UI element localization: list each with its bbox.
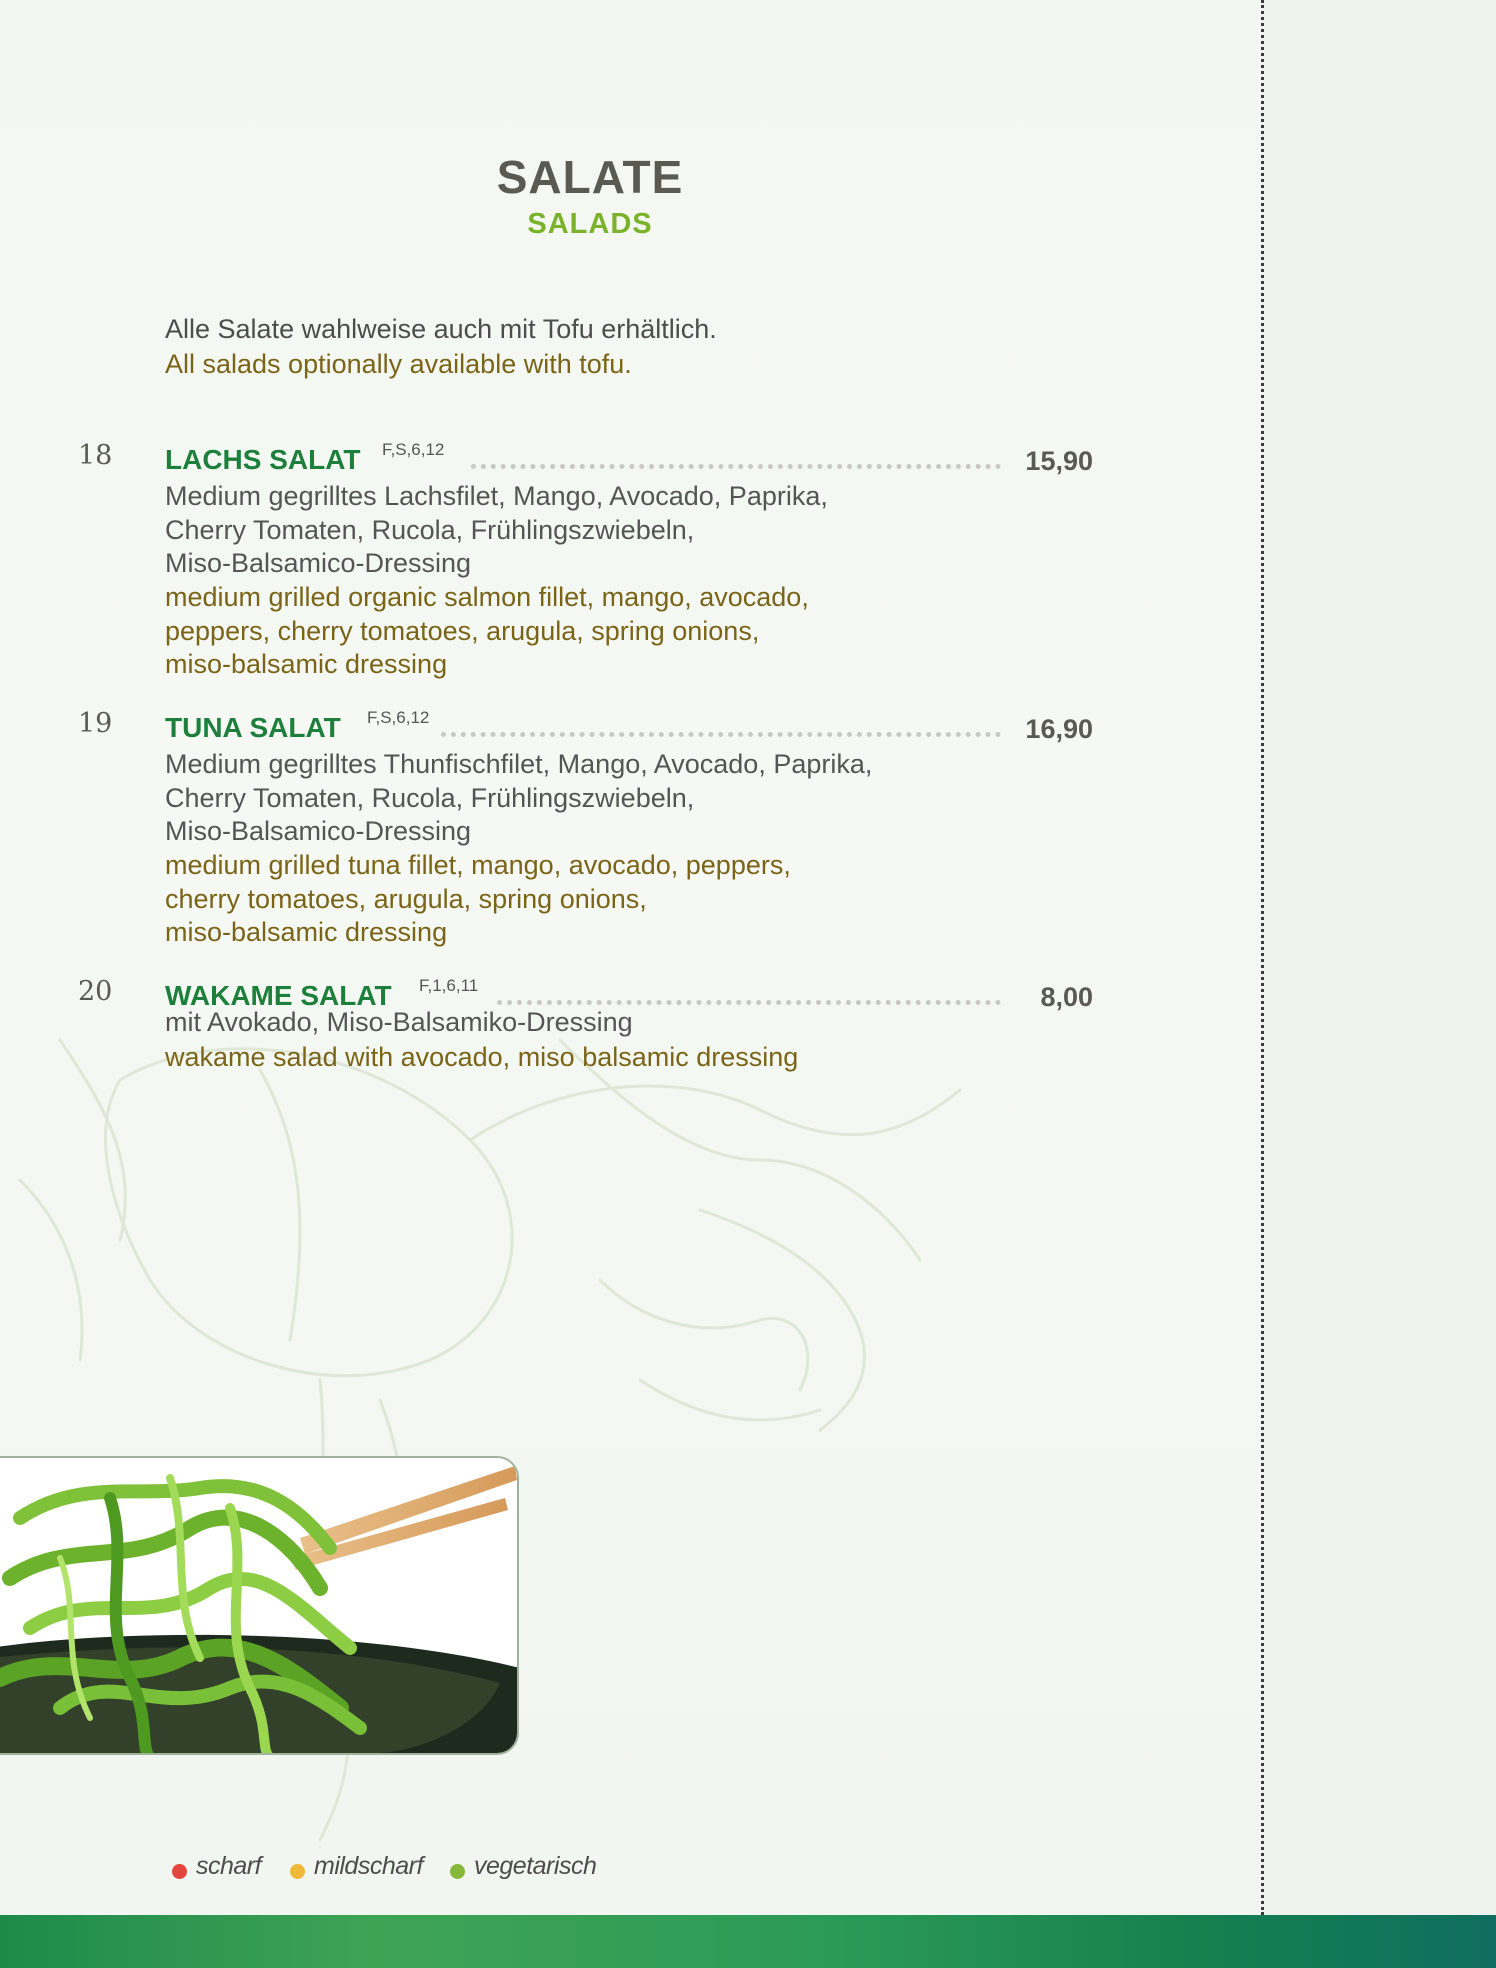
item-number: 19: [78, 708, 113, 739]
item-description-german: Medium gegrilltes Lachsfilet, Mango, Avocado, Paprika, Cherry Tomaten, Rucola, Frühlingszwiebeln, Miso-Balsamico-Dressing: [165, 481, 828, 578]
item-number: 18: [78, 440, 113, 471]
dotted-divider: [1261, 0, 1264, 1915]
menu-item-20: [0, 976, 1100, 1086]
item-description-german: mit Avokado, Miso-Balsamiko-Dressing: [165, 1007, 633, 1037]
dot-leader: [497, 1000, 1001, 1005]
red-dot-icon: [172, 1864, 187, 1879]
menu-item-18: [0, 440, 1100, 680]
item-number: 20: [78, 976, 113, 1007]
wakame-salad-photo: [0, 1456, 519, 1755]
item-name: WAKAME SALAT: [165, 980, 392, 1011]
allergen-codes: F,S,6,12: [382, 440, 445, 459]
seaweed-image: [0, 1458, 517, 1753]
tofu-note-english: All salads optionally available with tofu.: [165, 349, 632, 379]
item-description-english: medium grilled organic salmon fillet, mango, avocado, peppers, cherry tomatoes, arugula, spring onions, miso-balsamic dressing: [165, 582, 809, 679]
item-price: 15,90: [1025, 446, 1093, 476]
dot-leader: [471, 464, 1001, 469]
legend-label: scharf: [196, 1852, 262, 1880]
dot-leader: [441, 732, 1001, 737]
item-price: 8,00: [1040, 982, 1093, 1012]
green-dot-icon: [450, 1864, 465, 1879]
right-page-strip: [1262, 0, 1496, 1968]
allergen-codes: F,S,6,12: [367, 708, 430, 727]
section-title: SALATE: [496, 151, 684, 203]
item-description-english: wakame salad with avocado, miso balsamic dressing: [165, 1042, 799, 1072]
item-description-german: Medium gegrilltes Thunfischfilet, Mango, Avocado, Paprika, Cherry Tomaten, Rucola, Frühlingszwiebeln, Miso-Balsamico-Dressing: [165, 749, 873, 846]
item-header: [165, 440, 1093, 480]
section-subtitle: SALADS: [527, 208, 653, 240]
legend-label: vegetarisch: [474, 1852, 597, 1880]
item-header: [165, 708, 1093, 748]
menu-item-19: [0, 708, 1100, 948]
allergen-codes: F,1,6,11: [419, 976, 479, 995]
legend-label: mildscharf: [314, 1852, 423, 1880]
item-description-english: medium grilled tuna fillet, mango, avocado, peppers, cherry tomatoes, arugula, spring onions, miso-balsamic dressing: [165, 850, 791, 947]
bottom-green-band: [0, 1915, 1496, 1968]
item-name: LACHS SALAT: [165, 444, 361, 475]
tofu-note-german: Alle Salate wahlweise auch mit Tofu erhältlich.: [165, 314, 717, 344]
yellow-dot-icon: [290, 1864, 305, 1879]
item-price: 16,90: [1025, 714, 1093, 744]
item-name: TUNA SALAT: [165, 712, 341, 743]
